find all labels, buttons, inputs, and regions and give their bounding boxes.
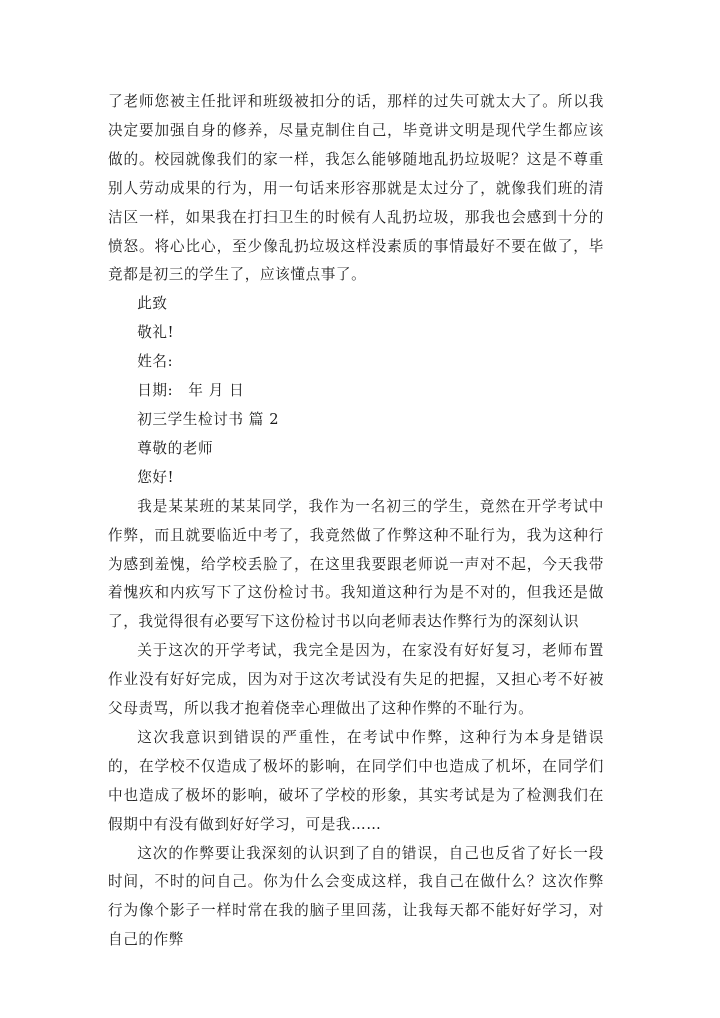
section-heading: 初三学生检讨书 篇 2 — [137, 410, 280, 428]
paragraph-4: 这次的作弊要让我深刻的认识到了自的错误，自己也反省了好长一段时间，不时的问自己。你为什么会变成这样，我自己在做什么？这次作弊行为像个影子一样时常在我的脑子里回荡，让我每天都不能好好学习，对自己的作弊 — [108, 844, 604, 949]
closing-jingli: 敬礼! — [137, 324, 175, 342]
closing-cizhi: 此致 — [137, 295, 168, 313]
greeting: 您好! — [137, 468, 175, 486]
paragraph-intro: 了老师您被主任批评和班级被扣分的话，那样的过失可就太大了。所以我决定要加强自身的修养，尽量克制住自己，毕竟讲文明是现代学生都应该做的。校园就像我们的家一样，我怎么能够随地乱扔垃圾呢？这是不尊重别人劳动成果的行为，用一句话来形容那就是太过分了，就像我们班的清洁区一样，如果我在打扫卫生的时候有人乱扔垃圾，那我也会感到十分的愤怒。将心比心，至少像乱扔垃圾这样没素质的事情最好不要在做了，毕竟都是初三的学生了，应该懂点事了。 — [108, 93, 604, 284]
paragraph-3: 这次我意识到错误的严重性，在考试中作弊，这种行为本身是错误的，在学校不仅造成了极坏的影响，在同学们中也造成了机坏，在同学们中也造成了极坏的影响，破坏了学校的形象，其实考试是为了检测我们在假期中有没有做到好好学习，可是我…… — [108, 728, 604, 833]
paragraph-1: 我是某某班的某某同学，我作为一名初三的学生，竟然在开学考试中作弊，而且就要临近中考了，我竟然做了作弊这种不耻行为，我为这种行为感到羞愧，给学校丢脸了，在这里我要跟老师说一声对不起，今天我带着愧疚和内疚写下了这份检讨书。我知道这种行为是不对的，但我还是做了，我觉得很有必要写下这份检讨书以向老师表达作弊行为的深刻认识 — [108, 497, 604, 631]
signature-date-label: 日期: 年 月 日 — [137, 382, 245, 400]
document-body — [108, 88, 604, 955]
salutation: 尊敬的老师 — [137, 439, 214, 457]
paragraph-2: 关于这次的开学考试，我完全是因为，在家没有好好复习，老师布置作业没有好好完成，因为对于这次考试没有失足的把握，又担心考不好被父母责骂，所以我才抱着侥幸心理做出了这种作弊的不耻行为。 — [108, 642, 604, 718]
signature-name-label: 姓名: — [137, 353, 174, 371]
